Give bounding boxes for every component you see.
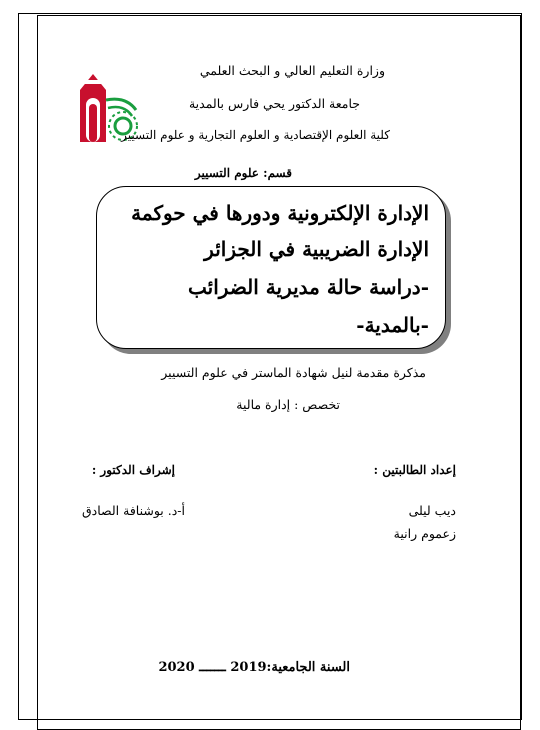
student-name-2: زعموم رانية: [393, 526, 456, 541]
thesis-title-line-1: الإدارة الإلكترونية ودورها في حوكمة: [131, 201, 429, 225]
supervisor-name: أ-د. بوشنافة الصادق: [81, 503, 185, 518]
thesis-title-box: [96, 186, 446, 349]
ministry-name: وزارة التعليم العالي و البحث العلمي: [199, 63, 385, 78]
thesis-title-line-2: الإدارة الضريبية في الجزائر: [204, 237, 429, 261]
student-name-1: ديب ليلى: [408, 503, 456, 518]
specialty: تخصص : إدارة مالية: [236, 397, 340, 412]
students-label: إعداد الطالبتين :: [373, 463, 456, 477]
thesis-title-line-3: -دراسة حالة مديرية الضرائب: [188, 275, 429, 299]
department-name: قسم: علوم التسيير: [194, 166, 292, 180]
academic-year: السنة الجامعية:2019 ـــــــ 2020: [158, 660, 350, 675]
supervisor-label: إشراف الدكتور :: [91, 463, 175, 477]
faculty-name: كلية العلوم الإقتصادية و العلوم التجارية و علوم التسيير: [121, 128, 390, 142]
university-name: جامعة الدكتور يحي فارس بالمدية: [188, 96, 360, 111]
memo-description: مذكرة مقدمة لنيل شهادة الماستر في علوم التسيير: [161, 365, 426, 380]
thesis-title-line-4: -بالمدية-: [356, 313, 429, 337]
